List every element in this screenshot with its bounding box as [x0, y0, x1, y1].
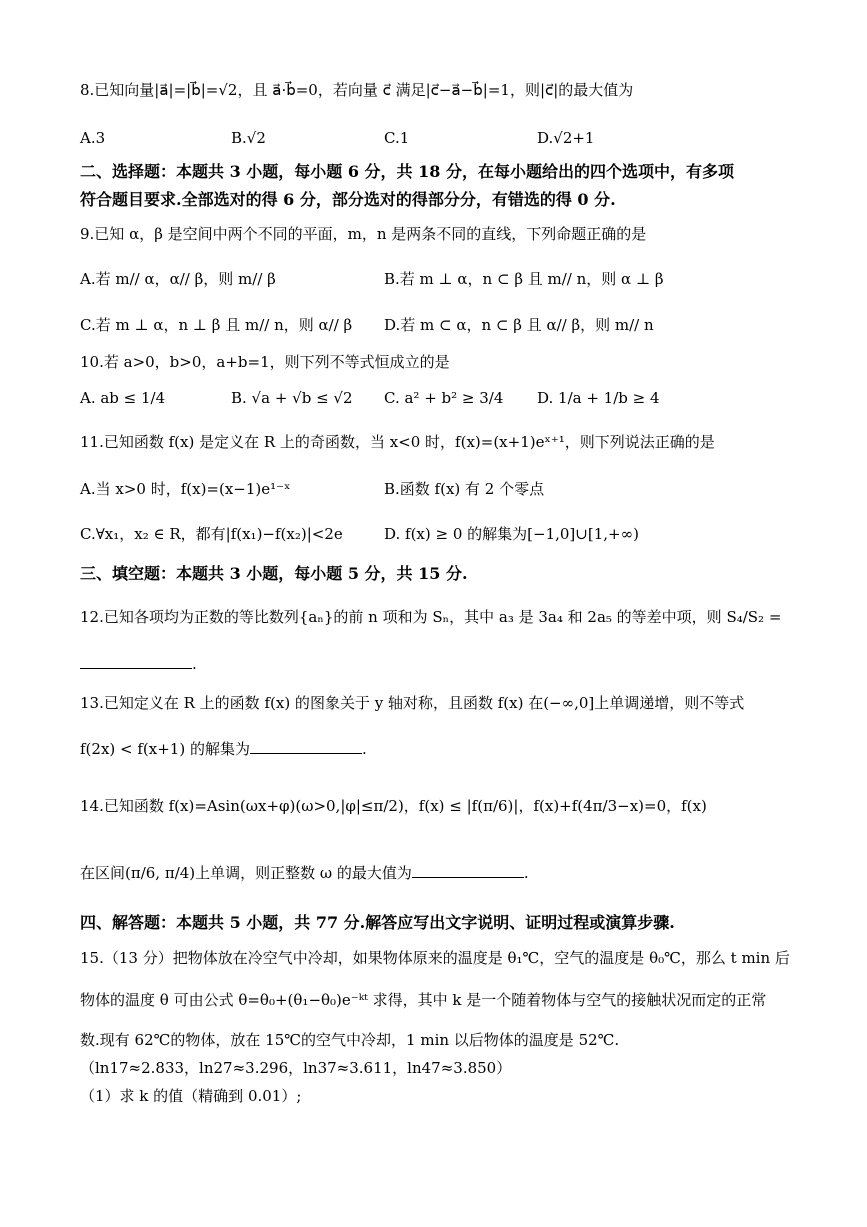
q9-option-b: B.若 m ⊥ α，n ⊂ β 且 m// n，则 α ⊥ β	[384, 270, 664, 288]
question-13-line2: f(2x) < f(x+1) 的解集为	[80, 740, 250, 758]
question-14-line2: 在区间(π/6, π/4)上单调，则正整数 ω 的最大值为	[80, 864, 412, 882]
question-14-line2-wrap: 在区间(π/6, π/4)上单调，则正整数 ω 的最大值为 .	[80, 861, 529, 885]
question-9-stem: 9.已知 α，β 是空间中两个不同的平面，m，n 是两条不同的直线，下列命题正确的是	[80, 225, 647, 243]
q8-option-b: B.√2	[231, 129, 266, 147]
q10-option-b: B. √a + √b ≤ √2	[231, 389, 353, 407]
question-15-line1: 15.（13 分）把物体放在冷空气中冷却，如果物体原来的温度是 θ₁℃，空气的温度是 θ₀℃，那么 t min 后	[80, 949, 790, 967]
q13-answer-blank[interactable]	[250, 737, 362, 754]
q12-answer-blank[interactable]	[80, 652, 192, 669]
q14-answer-blank[interactable]	[412, 861, 524, 878]
q10-option-d: D. 1/a + 1/b ≥ 4	[537, 389, 660, 407]
question-10-stem: 10.若 a>0，b>0，a+b=1，则下列不等式恒成立的是	[80, 353, 450, 371]
q9-option-a: A.若 m// α，α// β，则 m// β	[80, 270, 276, 288]
section-4-heading: 四、解答题：本题共 5 小题，共 77 分.解答应写出文字说明、证明过程或演算步骤.	[80, 913, 675, 932]
question-15-line3: 数.现有 62℃的物体，放在 15℃的空气中冷却，1 min 以后物体的温度是 52℃.	[80, 1031, 620, 1049]
q11-option-a: A.当 x>0 时，f(x)=(x−1)e¹⁻ˣ	[80, 480, 291, 498]
question-15-line4: （ln17≈2.833，ln27≈3.296，ln37≈3.611，ln47≈3.850）	[80, 1059, 512, 1077]
question-11-stem: 11.已知函数 f(x) 是定义在 R 上的奇函数，当 x<0 时，f(x)=(x+1)eˣ⁺¹，则下列说法正确的是	[80, 433, 715, 451]
q11-option-b: B.函数 f(x) 有 2 个零点	[384, 480, 545, 498]
q11-option-d: D. f(x) ≥ 0 的解集为[−1,0]∪[1,+∞)	[384, 525, 639, 543]
q9-option-d: D.若 m ⊂ α，n ⊂ β 且 α// β，则 m// n	[384, 316, 654, 334]
question-13-line2-wrap: f(2x) < f(x+1) 的解集为 .	[80, 737, 367, 761]
q8-option-c: C.1	[384, 129, 410, 147]
q10-option-c: C. a² + b² ≥ 3/4	[384, 389, 504, 407]
question-13-line1: 13.已知定义在 R 上的函数 f(x) 的图象关于 y 轴对称，且函数 f(x) 在(−∞,0]上单调递增，则不等式	[80, 694, 745, 712]
question-12-stem: 12.已知各项均为正数的等比数列{aₙ}的前 n 项和为 Sₙ，其中 a₃ 是 3a₄ 和 2a₅ 的等差中项，则 S₄/S₂ =	[80, 608, 782, 626]
section-2-heading-line1: 二、选择题：本题共 3 小题，每小题 6 分，共 18 分，在每小题给出的四个选项中，有多项	[80, 162, 734, 181]
q11-option-c: C.∀x₁，x₂ ∈ R，都有|f(x₁)−f(x₂)|<2e	[80, 525, 343, 543]
q8-option-a: A.3	[80, 129, 106, 147]
q10-option-a: A. ab ≤ 1/4	[80, 389, 166, 407]
q9-option-c: C.若 m ⊥ α，n ⊥ β 且 m// n，则 α// β	[80, 316, 353, 334]
question-8-stem: 8.已知向量|a⃗|=|b⃗|=√2，且 a⃗·b⃗=0，若向量 c⃗ 满足|c⃗−a⃗−b⃗|=1，则|c⃗|的最大值为	[80, 81, 634, 99]
q12-answer-line: .	[80, 652, 197, 676]
question-15-part1: （1）求 k 的值（精确到 0.01）;	[80, 1087, 302, 1105]
section-2-heading-line2: 符合题目要求.全部选对的得 6 分，部分选对的得部分分，有错选的得 0 分.	[80, 190, 616, 209]
section-3-heading: 三、填空题：本题共 3 小题，每小题 5 分，共 15 分.	[80, 564, 468, 583]
question-15-line2: 物体的温度 θ 可由公式 θ=θ₀+(θ₁−θ₀)e⁻ᵏᵗ 求得，其中 k 是一个随着物体与空气的接触状况而定的正常	[80, 991, 767, 1009]
question-14-line1: 14.已知函数 f(x)=Asin(ωx+φ)(ω>0,|φ|≤π/2)，f(x) ≤ |f(π/6)|，f(x)+f(4π/3−x)=0，f(x)	[80, 797, 707, 815]
q8-option-d: D.√2+1	[537, 129, 595, 147]
